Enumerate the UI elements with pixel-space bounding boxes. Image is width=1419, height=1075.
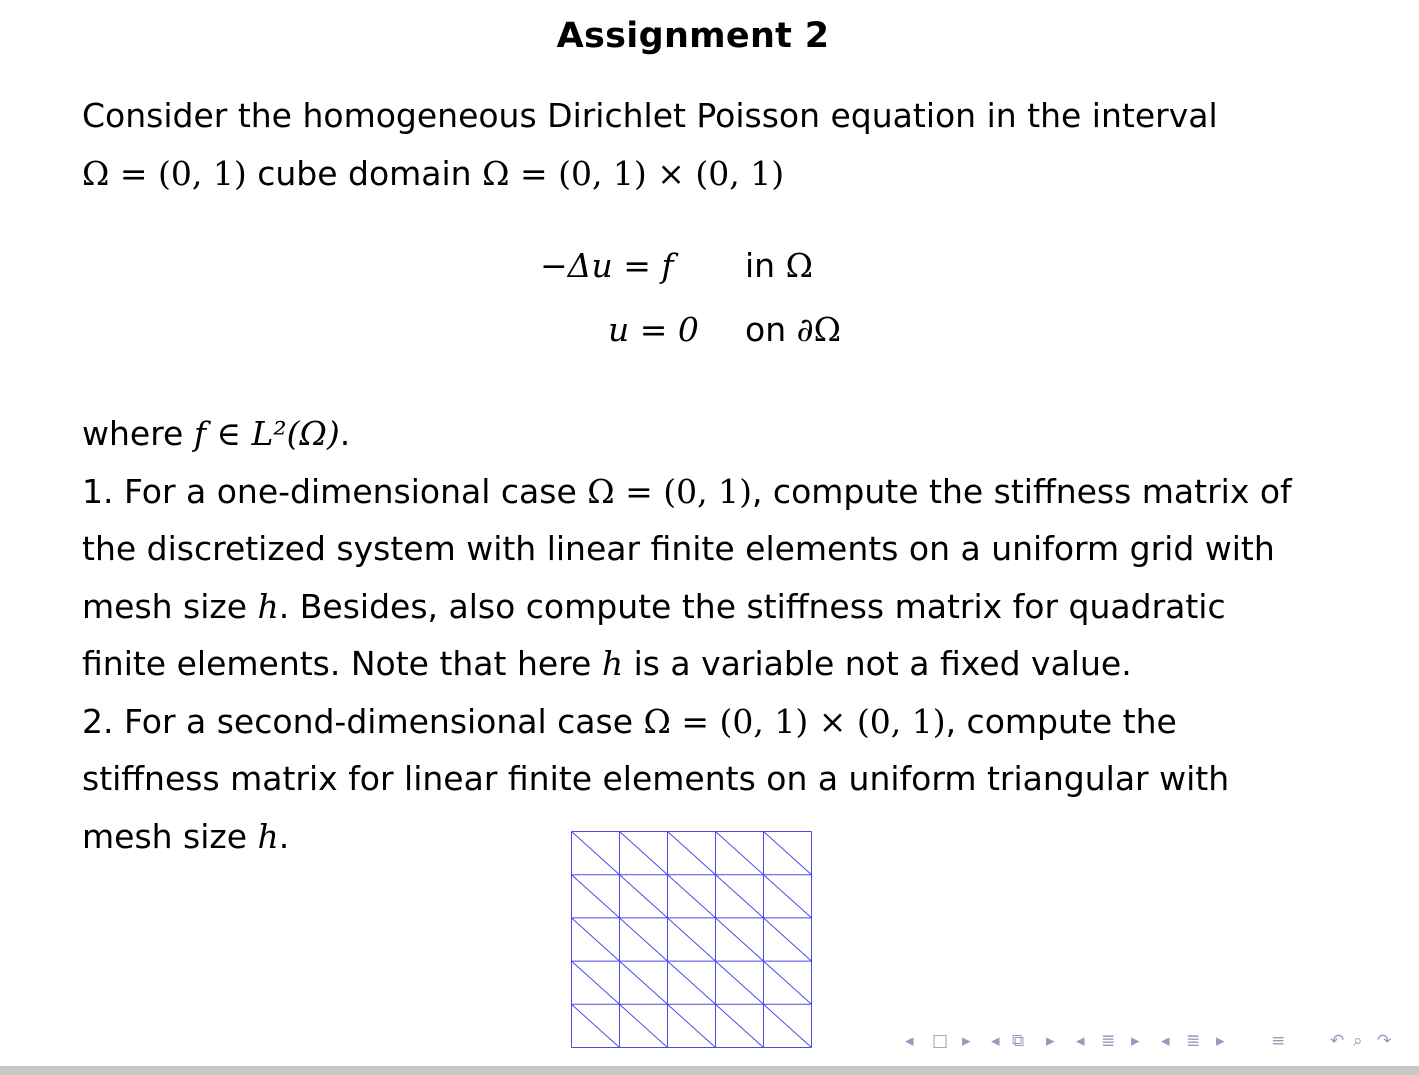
item-2-line-3-b: .	[278, 816, 290, 856]
appendix-icon[interactable]: ≡	[1271, 1031, 1286, 1051]
item-2-domain-math: Ω = (0, 1) × (0, 1)	[643, 701, 946, 741]
mesh-diagonal-edge	[668, 832, 716, 875]
equation-2-cond-text: on	[745, 310, 787, 349]
next-section-icon[interactable]: ▸	[1216, 1031, 1225, 1051]
equation-1-lhs: −Δu = f	[540, 246, 674, 285]
interval-domain-math: Ω = (0, 1)	[82, 153, 247, 193]
forward-icon[interactable]: ↷	[1377, 1031, 1392, 1051]
mesh-size-h: h	[257, 586, 279, 626]
mesh-diagonal-edge	[764, 918, 812, 961]
equation-row-2-cond	[745, 310, 841, 349]
mesh-diagonal-edge	[716, 875, 764, 918]
item-2-line-2: stiffness matrix for linear finite elements on a uniform triangular with	[82, 759, 1230, 798]
mesh-size-h-2: h	[257, 816, 279, 856]
item-1-line-4-a: finite elements. Note that here	[82, 644, 602, 683]
equation-row-2	[608, 310, 699, 349]
equation-2-cond-math: ∂Ω	[796, 310, 842, 349]
where-text: where	[82, 414, 194, 453]
intro-paragraph	[82, 87, 1372, 202]
item-1-text-a: 1. For a one-dimensional case	[82, 471, 588, 511]
intro-line-2	[82, 145, 1372, 203]
equation-1-cond-text: in	[745, 246, 776, 285]
mesh-diagonal-edge	[668, 875, 716, 918]
mesh-diagonal-edge	[572, 918, 620, 961]
beamer-navigation-bar	[905, 1031, 1410, 1057]
mesh-diagonal-edge	[572, 875, 620, 918]
mesh-diagonal-edge	[572, 1004, 620, 1047]
mesh-diagonal-edge	[716, 918, 764, 961]
equation-1-cond-math: Ω	[785, 246, 813, 285]
mesh-diagonal-edge	[668, 918, 716, 961]
item-2-text-a: 2. For a second-dimensional case	[82, 701, 644, 741]
mesh-diagonal-edge	[620, 832, 668, 875]
mesh-diagonal-edge	[764, 875, 812, 918]
next-frame-icon[interactable]: ▸	[1046, 1031, 1055, 1051]
footer-bar	[0, 1066, 1419, 1075]
intro-line-1: Consider the homogeneous Dirichlet Poisson equation in the interval	[82, 96, 1218, 135]
where-end: .	[339, 414, 351, 453]
problem-statement	[82, 405, 1372, 865]
item-1-line-1	[82, 463, 1372, 521]
item-2-text-b: , compute the	[945, 701, 1177, 741]
prev-subsection-icon[interactable]: ◂	[1076, 1031, 1085, 1051]
mesh-diagonal-edge	[620, 918, 668, 961]
section-icon[interactable]: ≣	[1186, 1031, 1201, 1051]
mesh-diagonal-edge	[716, 832, 764, 875]
item-1-text-b: , compute the stiffness matrix of	[751, 471, 1292, 511]
intro-line-2-text: cube domain	[246, 153, 483, 193]
next-slide-icon[interactable]: ▸	[962, 1031, 971, 1051]
cube-domain-math: Ω = (0, 1) × (0, 1)	[482, 153, 785, 193]
item-2-line-1	[82, 693, 1372, 751]
mesh-diagonal-edge	[572, 961, 620, 1004]
mesh-diagonal-edge	[716, 961, 764, 1004]
prev-slide-icon[interactable]: ◂	[905, 1031, 914, 1051]
item-1-line-4-b: is a variable not a fixed value.	[623, 644, 1132, 683]
equation-row-1-cond	[745, 246, 813, 285]
mesh-diagonal-edge	[668, 961, 716, 1004]
back-icon[interactable]: ↶	[1330, 1031, 1345, 1051]
item-1-line-2: the discretized system with linear finite elements on a uniform grid with	[82, 529, 1275, 568]
mesh-diagonal-edge	[764, 961, 812, 1004]
prev-section-icon[interactable]: ◂	[1161, 1031, 1170, 1051]
mesh-diagonal-edge	[764, 1004, 812, 1047]
mesh-diagonal-edge	[716, 1004, 764, 1047]
where-line	[82, 405, 1372, 463]
mesh-diagonal-edge	[620, 961, 668, 1004]
item-1-line-3-a: mesh size	[82, 586, 258, 626]
mesh-diagonal-edge	[764, 832, 812, 875]
prev-frame-icon[interactable]: ◂	[991, 1031, 1000, 1051]
item-1-line-4	[82, 635, 1372, 693]
search-icon[interactable]: ⌕	[1353, 1031, 1363, 1051]
item-1-line-3-b: . Besides, also compute the stiffness matrix for quadratic	[278, 586, 1226, 626]
item-2-line-3-a: mesh size	[82, 816, 258, 856]
frame-icon[interactable]: ⧉	[1012, 1031, 1025, 1051]
slide-icon[interactable]: □	[932, 1031, 949, 1051]
mesh-diagonal-edge	[620, 1004, 668, 1047]
subsection-icon[interactable]: ≣	[1101, 1031, 1116, 1051]
mesh-diagonal-edge	[620, 875, 668, 918]
mesh-diagonal-edge	[668, 1004, 716, 1047]
mesh-diagonal-edge	[572, 832, 620, 875]
triangular-mesh-figure	[571, 831, 812, 1048]
slide-title: Assignment 2	[556, 16, 830, 56]
item-1-line-3	[82, 578, 1372, 636]
variable-h: h	[601, 644, 624, 683]
where-math: f ∈ L²(Ω)	[193, 414, 340, 453]
equation-row-1	[540, 246, 674, 285]
next-subsection-icon[interactable]: ▸	[1131, 1031, 1140, 1051]
equation-2-lhs: u = 0	[608, 310, 699, 349]
item-1-domain-math: Ω = (0, 1)	[587, 471, 752, 511]
